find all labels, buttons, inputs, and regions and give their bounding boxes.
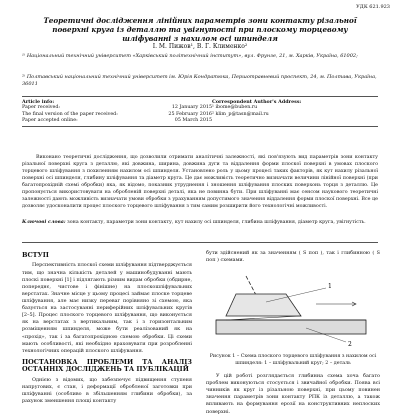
section-text: Однією з відомих, що забезпечує підвищення ступеня напругових, є стан, і деформації обробленої заготовки при шліфуванні (особливо в збільшенням глибини обробки), за рахунок зменшення площі контакту — [22, 376, 192, 405]
right-column-text: У цій роботі розглядається глибинна схема хоча багато проблем виконуються стосується і звичайної обробки. Поява всі чинників як круг із різальною поверхні, при цьому повинен значення параметрів зони контакту РПК із деталлю, а також впливають на формування ерозії на конструктивних неплоских поверхні. — [206, 373, 380, 415]
info-value: 25 February 2016 — [168, 111, 212, 117]
figure-caption: Рисунок 1 – Схема плоского торцевого шліфування з нахилом осі шпинделя: 1 – шліфувальний круг; 2 – деталь — [209, 354, 377, 366]
divider — [22, 126, 378, 127]
keywords — [22, 219, 378, 227]
affiliation-1: ¹⁾ Національний технічний університет «Харківський політехнічний інститут», вул. Фрунзе, 21, м. Харків, Україна, 61002; — [22, 53, 358, 59]
section-title: ВСТУП — [22, 251, 49, 259]
abstract: Виконано теоретичні дослідження, що дозволили отримати аналітичні залежності, які пов'язують вид параметрів зони контакту різальної поверхні круга з деталлю, які довжина, ширина, довжина дуги та віддалення форми плоскої поверхні в умовах плоского торцевого шліфування з похиленням нахилом осі шпинделя. Установлено роль у цьому процесі таких факторів, як кут нахилу різальної поверхні осі шпинделя, глибину шліфування та діаметр круга. Це дає можливість теоретично визначати величини лінійної поверхні (при багатопрохідній схемі обробки) яка, як відомо, показник утруднення і зношення шліфування плоских поверхонь торця з деталлю. Це пропонується використовувати на обробленій поверхні деталі, яка не повинна бути. При шліфуванні має сенсом наукового теоретичні залежності дають можливість визначати умови обробки з урахуванням допустимого значення віддалення форми плоскої поверхні. Все це дозволяє удосконалити процес плоского торцевого шліфування з тим самим розширити його технологічні можливості. — [22, 155, 378, 209]
info-label: The final version of the paper received: — [22, 111, 118, 117]
article-info — [22, 99, 212, 125]
contact-zone — [226, 316, 301, 320]
right-column-top — [206, 250, 380, 264]
email-1[interactable]: ¹ ibome@buben.ru — [212, 105, 258, 111]
divider — [22, 96, 378, 97]
divider — [22, 242, 378, 243]
figure-label-2: 2 — [348, 341, 352, 348]
workpiece — [216, 320, 366, 334]
paper-title: Теоретичні дослідження лінійних параметрів зони контакту різальної поверхні круга із деталлю та увігнутості при плоскому торцевому шліфуванні з нахилом осі шпинделя — [43, 16, 357, 43]
paragraph: бути здійснений як за значенням ( S поп ), так і глибинною ( S поп ) схемами. — [206, 250, 380, 264]
grinding-wheel — [226, 294, 301, 316]
article-info-row — [22, 118, 212, 124]
correspondence-heading: Correspondent Author's Address: — [212, 99, 302, 105]
affiliation-2: ²⁾ Полтавський національний технічний університет ім. Юрія Кондратюка, Першотравневий проспект, 24, м. Полтава, Україна, 36011 — [22, 74, 377, 87]
section-text: Перспективність плоскої схеми шліфування підтверджується тим, що значна кількість деталей у машинобудуванні мають плоскі поверхні [1] і підлягають різним видам обробки (обдирне, попереднє, чистове і фінішне) на плоскошліфувальних верстатах. Значне місце у цьому процесі займає плоске торцеве шліфування, але має низку переваг порівняно зі схемою, яка базується на застосуванні периферійних шліфувальних кругів [2–5]. Процес плоского торцевого шліфування, що виконується як на верстатах з вертикальним, так і з горизонтальним розміщенням шпинделя, може бути реалізований як на «прохід», так і за багатопрохідною схемою обробки. Ці схеми мають особливості, які необхідно враховувати при розробленні технологічних операцій плоского шліфування. — [22, 262, 193, 354]
article-info-heading: Article info: — [22, 99, 55, 105]
keywords-label: Ключові слова: — [22, 219, 66, 225]
figure-grinding-scheme — [206, 274, 380, 354]
email-2[interactable]: ² klim_p@tasn@mail.ru — [212, 111, 269, 117]
authors: І. М. Пижов¹, В. Г. Клименко² — [152, 43, 248, 50]
section-title: ПОСТАНОВКА ПРОБЛЕМИ ТА АНАЛІЗ ОСТАННІХ ДОСЛІДЖЕНЬ ТА ПУБЛІКАЦІЙ — [22, 357, 192, 374]
info-label: Paper received: — [22, 105, 61, 111]
udc-code: УДК 621.923 — [356, 4, 390, 10]
left-column — [22, 250, 192, 405]
info-value: 12 January 2015 — [171, 105, 212, 111]
figure-label-1: 1 — [328, 283, 332, 290]
keywords-text: зона контакту, параметри зони контакту, кут нахилу осі шпинделя, глибина шліфування, діаметр круга, увігнутість. — [67, 220, 366, 225]
info-value: 05 March 2015 — [174, 118, 212, 124]
info-label: Paper accepted online: — [22, 118, 78, 124]
correspondence — [212, 99, 382, 118]
